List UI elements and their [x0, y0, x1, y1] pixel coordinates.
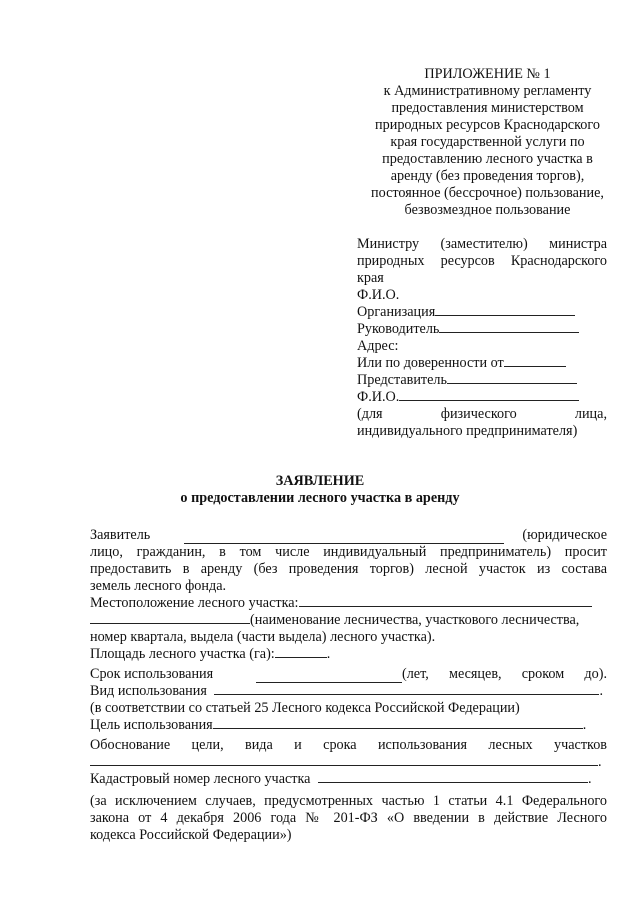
applicant-tail: (юридическое [522, 527, 607, 543]
cadastral-end: . [588, 771, 592, 787]
paragraph-line: лицо, гражданин, в том числе индивидуальный предприниматель) просит [90, 544, 607, 560]
use-note: (в соответствии со статьей 25 Лесного кодекса Российской Федерации) [90, 700, 520, 716]
location-hint-line [90, 612, 579, 629]
term-hint: (лет, месяцев, сроком до). [402, 666, 607, 682]
representative-blank [447, 382, 577, 384]
organization-field [357, 304, 575, 321]
paragraph-line: предоставить в аренду (без проведения торгов) лесной участок из состава [90, 561, 607, 577]
appendix-line: постоянное (бессрочное) пользование, [371, 185, 604, 201]
address-label: Адрес: [357, 338, 399, 354]
document-subtitle: о предоставлении лесного участка в аренду [180, 490, 460, 506]
fio-label: Ф.И.О. [357, 287, 400, 303]
exception-line: кодекса Российской Федерации») [90, 827, 292, 843]
goal-end: . [582, 717, 587, 733]
appendix-line: безвозмездное пользование [404, 202, 571, 218]
appendix-line: к Административному регламенту [383, 83, 592, 99]
addressee-line: Министру (заместителю) министра [357, 236, 607, 252]
exception-line: закона от 4 декабря 2006 года № 201-ФЗ «О введении в действие Лесного [90, 810, 607, 826]
basis-field [90, 754, 602, 771]
term-label: Срок использования [90, 666, 214, 682]
paragraph-line: земель лесного фонда. [90, 578, 227, 594]
appendix-title: ПРИЛОЖЕНИЕ № 1 [424, 66, 551, 82]
use-field [90, 683, 603, 700]
proxy-label: Или по доверенности от [357, 355, 504, 371]
location-field [90, 595, 592, 612]
basis-label: Обоснование цели, вида и срока использования лесных участков [90, 737, 607, 753]
representative-label: Представитель [357, 372, 447, 388]
addressee-note: (для физического лица, [357, 406, 607, 422]
cadastral-label: Кадастровый номер лесного участка [90, 771, 311, 787]
addressee-note: индивидуального предпринимателя) [357, 423, 578, 439]
use-label: Вид использования [90, 683, 207, 699]
proxy-blank [504, 365, 566, 367]
proxy-field [357, 355, 566, 372]
cadastral-blank [318, 781, 588, 783]
addressee-line: природных ресурсов Краснодарского [357, 253, 607, 269]
head-field [357, 321, 579, 338]
area-field [90, 646, 330, 663]
goal-field [90, 717, 586, 734]
fio-field [357, 389, 579, 406]
goal-label: Цель использования [90, 717, 213, 733]
applicant-line [90, 527, 607, 544]
area-blank [275, 656, 327, 658]
cadastral-field [90, 771, 592, 788]
location-label: Местоположение лесного участка: [90, 595, 299, 611]
document-title: ЗАЯВЛЕНИЕ [275, 473, 365, 489]
addressee-line: края [357, 270, 384, 286]
applicant-label: Заявитель [90, 527, 151, 543]
appendix-line: предоставления министерством [391, 100, 584, 116]
use-end: . [599, 683, 603, 699]
representative-field [357, 372, 577, 389]
organization-label: Организация [357, 304, 436, 320]
use-blank [214, 693, 599, 695]
exception-line: (за исключением случаев, предусмотренных частью 1 статьи 4.1 Федерального [90, 793, 607, 809]
appendix-line: аренду (без проведения торгов), [390, 168, 585, 184]
area-label: Площадь лесного участка (га): [90, 646, 275, 662]
fio-blank [399, 399, 579, 401]
goal-blank [213, 727, 583, 729]
head-blank [439, 331, 579, 333]
basis-end: . [598, 754, 602, 770]
appendix-line: края государственной услуги по [390, 134, 585, 150]
organization-blank [435, 314, 575, 316]
appendix-line: предоставлению лесного участка в [382, 151, 593, 167]
basis-blank [90, 764, 598, 766]
appendix-line: природных ресурсов Краснодарского [375, 117, 600, 133]
term-field [90, 666, 607, 683]
fio-label-2: Ф.И.О. [357, 389, 400, 405]
head-label: Руководитель [357, 321, 440, 337]
area-end: . [326, 646, 331, 662]
location-blank-2 [90, 622, 250, 624]
location-hint: (наименование лесничества, участкового лесничества, [250, 612, 580, 628]
location-hint-2: номер квартала, выдела (части выдела) лесного участка). [90, 629, 436, 645]
location-blank [299, 605, 592, 607]
